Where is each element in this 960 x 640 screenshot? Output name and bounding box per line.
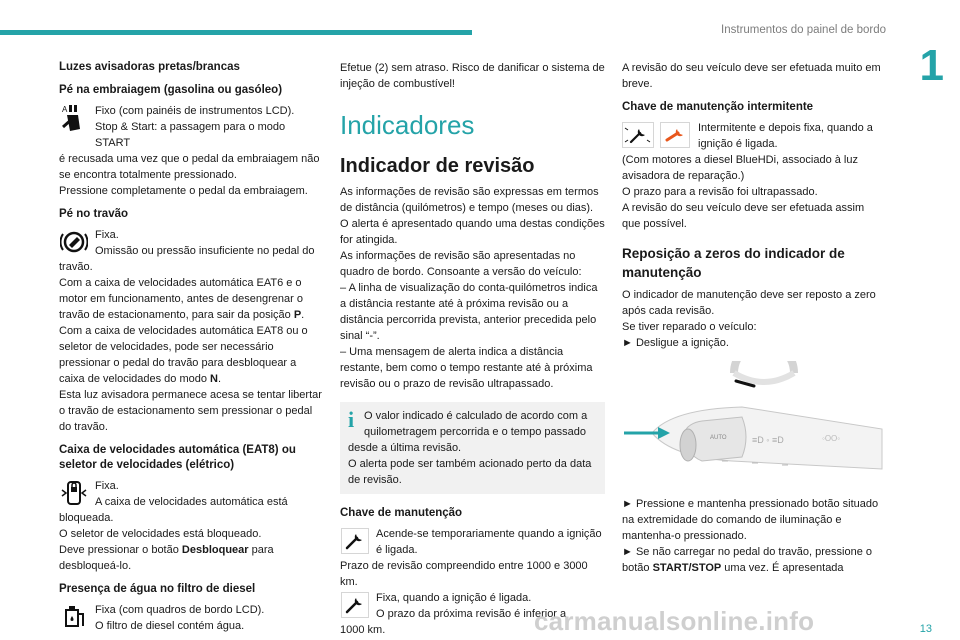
service-key-title: Chave de manutenção — [340, 507, 463, 519]
header-accent-bar — [0, 30, 472, 35]
column-3 — [622, 60, 885, 576]
page-number: 13 — [919, 623, 932, 635]
service-key-row-1 — [340, 526, 605, 558]
column-2 — [340, 60, 605, 638]
clutch-row — [59, 103, 322, 151]
clutch-line-2: Stop & Start: a passagem para o modo START — [95, 121, 286, 149]
indicators-heading: Indicadores — [340, 110, 475, 140]
flashing-wrench-icon — [622, 122, 654, 148]
svg-text:A: A — [62, 105, 68, 114]
brake-line-2: Omissão ou pressão insuficiente no pedal do — [95, 245, 315, 257]
brake-row — [59, 227, 322, 259]
wrench-icon — [340, 590, 370, 620]
gearbox-line-4: O seletor de velocidades está bloqueado. — [59, 528, 262, 540]
info-line-3: O alerta pode ser também acionado perto da data de revisão. — [348, 458, 592, 486]
gearbox-line-5: Deve pressionar o botão Desbloquear para desbloqueá-lo. — [59, 544, 274, 572]
column-1 — [59, 60, 322, 634]
water-line-2: O filtro de diesel contém água. — [95, 620, 245, 632]
svg-text:≡D ◦ ≡D: ≡D ◦ ≡D — [752, 435, 784, 445]
water-row — [59, 602, 322, 634]
section-title: Instrumentos do painel de bordo — [721, 24, 886, 36]
service-paragraph-2: O alerta é apresentado quando uma destas condições for atingida. — [340, 218, 605, 246]
foot-on-brake-icon — [59, 227, 89, 257]
service-paragraph-1: As informações de revisão são expressas em termos de distância (quilómetros) e tempo (meses ou dias). — [340, 186, 599, 214]
brake-title: Pé no travão — [59, 208, 129, 220]
flashing-key-row — [622, 120, 885, 152]
lighting-stalk-illustration — [622, 361, 885, 486]
warning-lights-title: Luzes avisadoras pretas/brancas — [59, 61, 240, 73]
info-line-2: desde a última revisão. — [348, 442, 462, 454]
clutch-title: Pé na embraiagem (gasolina ou gasóleo) — [59, 84, 283, 96]
flashing-key-line-4: O prazo para a revisão foi ultrapassado. — [622, 186, 818, 198]
chapter-number: 1 — [919, 41, 944, 90]
info-icon: i — [348, 407, 355, 432]
gearbox-line-2: A caixa de velocidades automática está — [95, 496, 288, 508]
reset-step-3: ► Se não carregar no pedal do travão, pressione o botão START/STOP uma vez. É apresentada — [622, 546, 872, 574]
reset-step-1: ► Desligue a ignição. — [622, 337, 729, 349]
brake-line-4: Com a caixa de velocidades automática EAT6 e o motor em funcionamento, antes de desengrenar o travão de estacionamento, para sair da posição P. — [59, 277, 305, 321]
brake-line-3: travão. — [59, 261, 93, 273]
illustration-auto-label: AUTO — [710, 435, 727, 441]
wrench-icon — [340, 526, 370, 556]
service-paragraph-5: – Uma mensagem de alerta indica a distância restante, bem como o tempo restante até à próxima revisão ou o prazo de revisão ultrapassado. — [340, 346, 593, 390]
water-line-1: Fixa (com quadros de bordo LCD). — [95, 604, 265, 616]
reset-paragraph-1: O indicador de manutenção deve ser reposto a zero após cada revisão. — [622, 289, 876, 317]
flashing-key-line-2: ignição é ligada. — [698, 138, 778, 150]
injection-warning-text: Efetue (2) sem atraso. Risco de danificar o sistema de injeção de combustível! — [340, 62, 605, 90]
brake-line-1: Fixa. — [95, 229, 119, 241]
clutch-line-4: Pressione completamente o pedal da embraiagem. — [59, 185, 308, 197]
brake-line-5: Com a caixa de velocidades automática EAT8 ou o seletor de velocidades, pode ser necessário pressionar o pedal do travão para desbloquear a caixa de velocidades do modo N. — [59, 325, 308, 385]
service-paragraph-4: – A linha de visualização do conta-quilómetros indica a distância restante até à próxima revisão ou a distância percorrida prevista, anterior precedida pelo sinal “-”. — [340, 282, 598, 342]
gearbox-line-1: Fixa. — [95, 480, 119, 492]
reset-paragraph-2: Se tiver reparado o veículo: — [622, 321, 757, 333]
gearbox-row — [59, 478, 322, 510]
gearbox-lock-icon — [59, 478, 89, 508]
gearbox-title: Caixa de velocidades automática (EAT8) ou seletor de velocidades (elétrico) — [59, 444, 296, 471]
service-indicator-heading: Indicador de revisão — [340, 155, 535, 177]
service-key-line-4: Fixa, quando a ignição é ligada. — [376, 592, 532, 604]
service-key-line-5: O prazo da próxima revisão é inferior a — [376, 608, 567, 620]
info-line-1: O valor indicado é calculado de acordo com a quilometragem percorrida e o tempo passado — [364, 410, 588, 438]
reset-step-2: ► Pressione e mantenha pressionado botão situado na extremidade do comando de iluminação e mantenha-o pressionado. — [622, 498, 879, 542]
clutch-line-1: Fixo (com painéis de instrumentos LCD). — [95, 105, 295, 117]
clutch-line-3: é recusada uma vez que o pedal da embraiagem não se encontra totalmente pressionado. — [59, 153, 320, 181]
flashing-key-icons — [622, 120, 692, 150]
flashing-key-title: Chave de manutenção intermitente — [622, 101, 814, 113]
flashing-key-line-3: (Com motores a diesel BlueHDi, associado à luz avisadora de reparação.) — [622, 154, 858, 182]
reset-heading: Reposição a zeros do indicador de manutenção — [622, 246, 845, 280]
gearbox-line-3: bloqueada. — [59, 512, 114, 524]
flashing-key-line-5: A revisão do seu veículo deve ser efetuada assim que possível. — [622, 202, 865, 230]
service-paragraph-3: As informações de revisão são apresentadas no quadro de bordo. Consoante a versão do veículo: — [340, 250, 582, 278]
water-in-diesel-icon — [59, 602, 89, 632]
service-key-line-6: 1000 km. — [340, 624, 386, 636]
water-title: Presença de água no filtro de diesel — [59, 583, 256, 595]
service-key-line-3: Prazo de revisão compreendido entre 1000 e 3000 km. — [340, 560, 588, 588]
brake-line-6: Esta luz avisadora permanece acesa se tentar libertar o travão de estacionamento sem pressionar o pedal do travão. — [59, 389, 322, 433]
service-key-line-1: Acende-se temporariamente quando a ignição — [376, 528, 602, 540]
soon-service-text: A revisão do seu veículo deve ser efetuada muito em breve. — [622, 62, 881, 90]
flashing-key-line-1: Intermitente e depois fixa, quando a — [698, 122, 873, 134]
watermark: carmanualsonline.info — [534, 606, 815, 636]
service-key-line-2: é ligada. — [376, 544, 418, 556]
orange-wrench-icon — [660, 122, 690, 148]
info-note — [340, 402, 605, 494]
svg-text:◦OO◦: ◦OO◦ — [822, 434, 841, 443]
foot-on-clutch-icon — [59, 103, 89, 133]
